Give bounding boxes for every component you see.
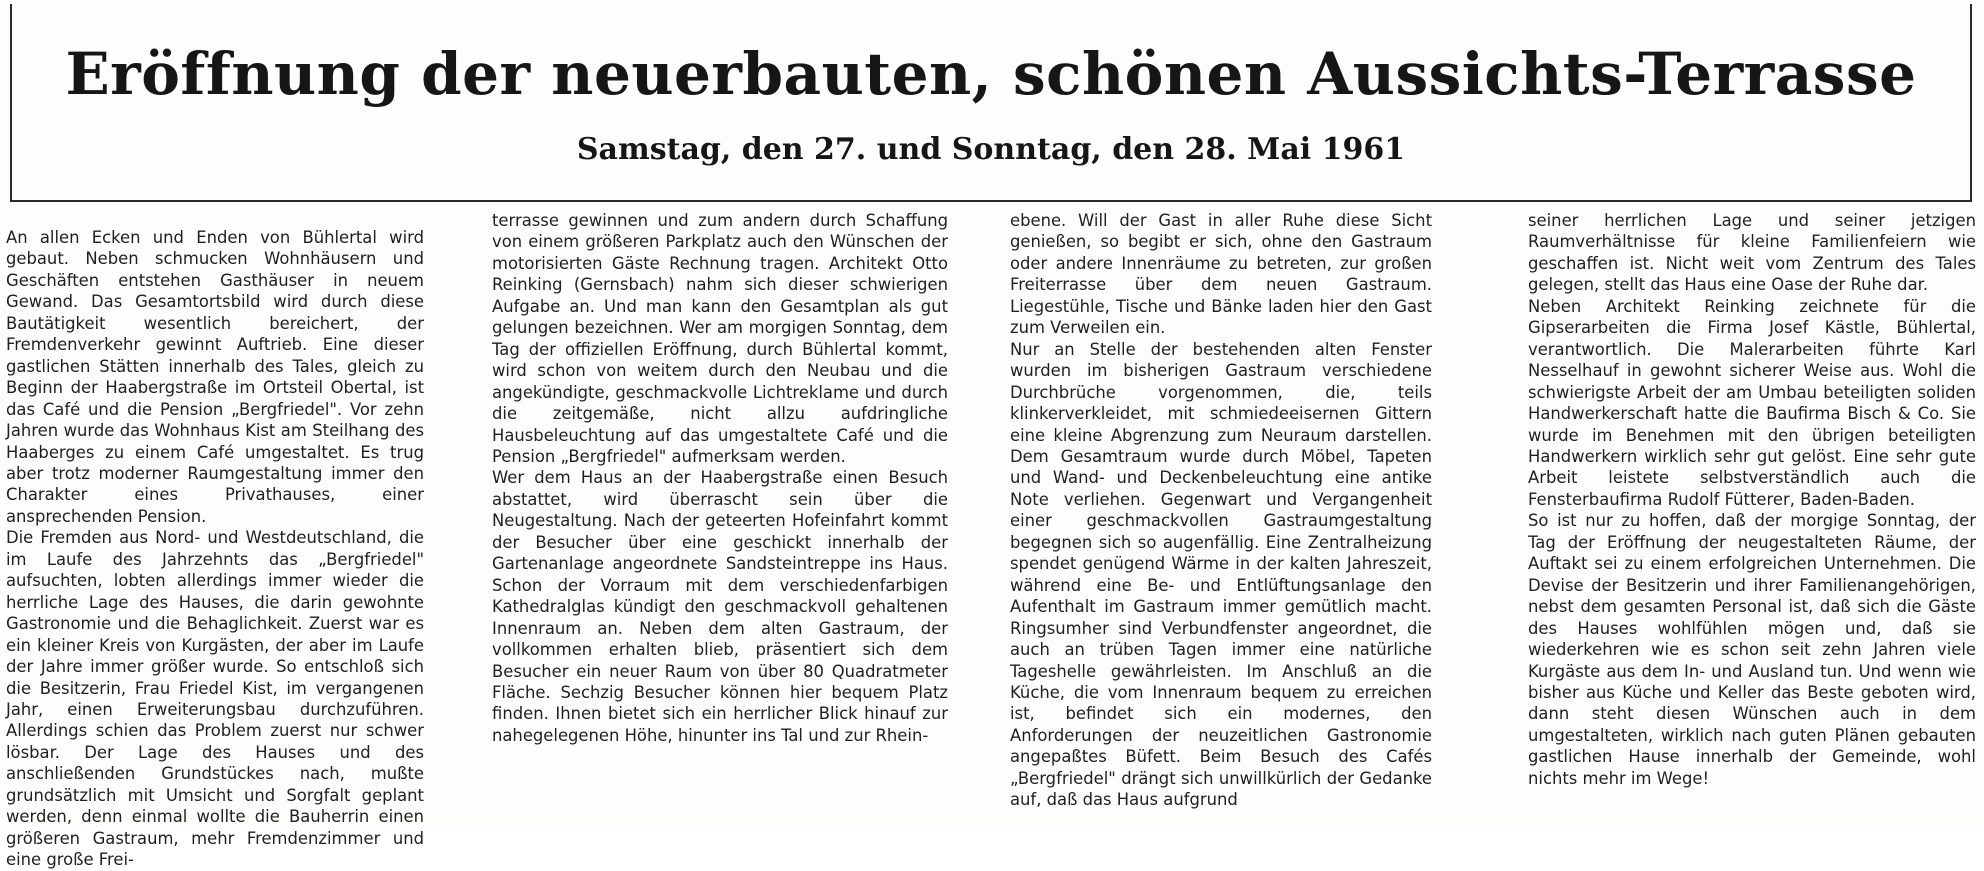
- paragraph: Neben Architekt Reinking zeichnete für die Gipserarbeiten die Firma Josef Kästle, Bühlertal, verantwortlich. Die Malerarbeiten führte Karl Nesselhauf in gewohnt sicherer Weise aus. Wohl die schwierigste Arbeit der am Umbau beteiligten soliden Handwerkerschaft hatte die Baufirma Bisch & Co. Sie wurde im Benehmen mit den übrigen beteiligten Handwerkern wirklich sehr gut gelöst. Eine sehr gute Arbeit leistete selbstverständlich auch die Fensterbaufirma Rudolf Fütterer, Baden-Baden.: [1528, 296, 1976, 509]
- text-column-1: [6, 227, 424, 871]
- headline-box: [10, 4, 1972, 202]
- text-column-3: [1010, 210, 1432, 811]
- text-column-2: [492, 210, 948, 746]
- paragraph: terrasse gewinnen und zum andern durch Schaffung von einem größeren Parkplatz auch den Wünschen der motorisierten Gäste Rechnung tragen. Architekt Otto Reinking (Gernsbach) nahm sich dieser schwierigen Aufgabe an. Und man kann den Gesamtplan als gut gelungen bezeichnen. Wer am morgigen Sonntag, dem Tag der offiziellen Eröffnung, durch Bühlertal kommt, wird schon von weitem durch den Neubau und die angekündigte, geschmackvolle Lichtreklame und durch die zeitgemäße, nicht allzu aufdringliche Hausbeleuchtung auf das umgestaltete Café und die Pension „Bergfriedel" aufmerksam werden.: [492, 211, 948, 466]
- article-date-line: Samstag, den 27. und Sonntag, den 28. Mai 1961: [576, 132, 1406, 167]
- paragraph: So ist nur zu hoffen, daß der morgige Sonntag, der Tag der Eröffnung der neugestalteten Räume, der Auftakt sei zu einem erfolgreichen Unternehmen. Die Devise der Besitzerin und ihrer Familienangehörigen, nebst dem gesamten Personal ist, daß sich die Gäste des Hauses wohlfühlen mögen und, daß sie wiederkehren wie es schon seit zehn Jahren viele Kurgäste aus dem In- und Ausland tun. Und wenn wie bisher aus Küche und Keller das Beste geboten wird, dann steht diesen Wünschen auch in dem umgestalteten, wirklich nach guten Plänen gebauten gastlichen Hause innerhalb der Gemeinde, wohl nichts mehr im Wege!: [1528, 511, 1976, 788]
- paragraph: Die Fremden aus Nord- und Westdeutschland, die im Laufe des Jahrzehnts das „Bergfriedel" aufsuchten, lobten allerdings immer wieder die herrliche Lage des Hauses, die darin gewohnte Gastronomie und die Behaglichkeit. Zuerst war es ein kleiner Kreis von Kurgästen, der aber im Laufe der Jahre immer größer wurde. So entschloß sich die Besitzerin, Frau Friedel Kist, im vergangenen Jahr, einen Erweiterungsbau durchzuführen. Allerdings schien das Problem zuerst nur schwer lösbar. Der Lage des Hauses und des anschließenden Grundstückes nach, mußte grundsätzlich mit Umsicht und Sorgfalt geplant werden, denn einmal wollte die Bauherrin einen größeren Gastraum, mehr Fremdenzimmer und eine große Frei-: [6, 528, 424, 870]
- paragraph: Nur an Stelle der bestehenden alten Fenster wurden im bisherigen Gastraum verschiedene Durchbrüche vorgenommen, die, teils klinkerverkleidet, mit schmiedeeisernen Gittern eine kleine Abgrenzung zum Neuraum darstellen. Dem Gesamtraum wurde durch Möbel, Tapeten und Wand- und Deckenbeleuchtung eine antike Note verliehen. Gegenwart und Vergangenheit einer geschmackvollen Gastraumgestaltung begegnen sich so augenfällig. Eine Zentralheizung spendet genügend Wärme in der kalten Jahreszeit, während eine Be- und Entlüftungsanlage den Aufenthalt im Gastraum immer gemütlich macht. Ringsumher sind Verbundfenster angeordnet, die auch an trüben Tagen immer eine natürliche Tageshelle gewährleisten. Im Anschluß an die Küche, die vom Innenraum bequem zu erreichen ist, befindet sich ein modernes, den Anforderungen der neuzeitlichen Gastronomie angepaßtes Büfett. Beim Besuch des Cafés „Bergfriedel" drängt sich unwillkürlich der Gedanke auf, daß das Haus aufgrund: [1010, 339, 1432, 810]
- paragraph: seiner herrlichen Lage und seiner jetzigen Raumverhältnisse für kleine Familienfeiern wie geschaffen ist. Nicht weit vom Zentrum des Tales gelegen, stellt das Haus eine Oase der Ruhe dar.: [1528, 211, 1976, 295]
- text-column-4: [1528, 210, 1976, 789]
- article-headline: Eröffnung der neuerbauten, schönen Aussichts-Terrasse: [65, 40, 1917, 108]
- paragraph: ebene. Will der Gast in aller Ruhe diese Sicht genießen, so begibt er sich, ohne den Gastraum oder andere Innenräume zu betreten, zur großen Freiterrasse über dem neuen Gastraum. Liegestühle, Tische und Bänke laden hier den Gast zum Verweilen ein.: [1010, 211, 1432, 338]
- paragraph: An allen Ecken und Enden von Bühlertal wird gebaut. Neben schmucken Wohnhäusern und Geschäften entstehen Gasthäuser in neuem Gewand. Das Gesamtortsbild wird durch diese Bautätigkeit wesentlich bereichert, der Fremdenverkehr gewinnt Auftrieb. Eine dieser gastlichen Stätten innerhalb des Tales, gleich zu Beginn der Haabergstraße im Ortsteil Obertal, ist das Café und die Pension „Bergfriedel". Vor zehn Jahren wurde das Wohnhaus Kist am Steilhang des Haaberges zu einem Café umgestaltet. Es trug aber trotz moderner Raumgestaltung immer den Charakter eines Privathauses, einer ansprechenden Pension.: [6, 228, 424, 526]
- paragraph: Wer dem Haus an der Haabergstraße einen Besuch abstattet, wird überrascht sein über die Neugestaltung. Nach der geteerten Hofeinfahrt kommt der Besucher über eine geschickt innerhalb der Gartenanlage angeordnete Sandsteintreppe ins Haus. Schon der Vorraum mit dem verschiedenfarbigen Kathedralglas kündigt den geschmackvoll gehaltenen Innenraum an. Neben dem alten Gastraum, der vollkommen erhalten blieb, präsentiert sich dem Besucher ein neuer Raum von über 80 Quadratmeter Fläche. Sechzig Besucher können hier bequem Platz finden. Ihnen bietet sich ein herrlicher Blick hinauf zur nahegelegenen Höhe, hinunter ins Tal und zur Rhein-: [492, 468, 948, 745]
